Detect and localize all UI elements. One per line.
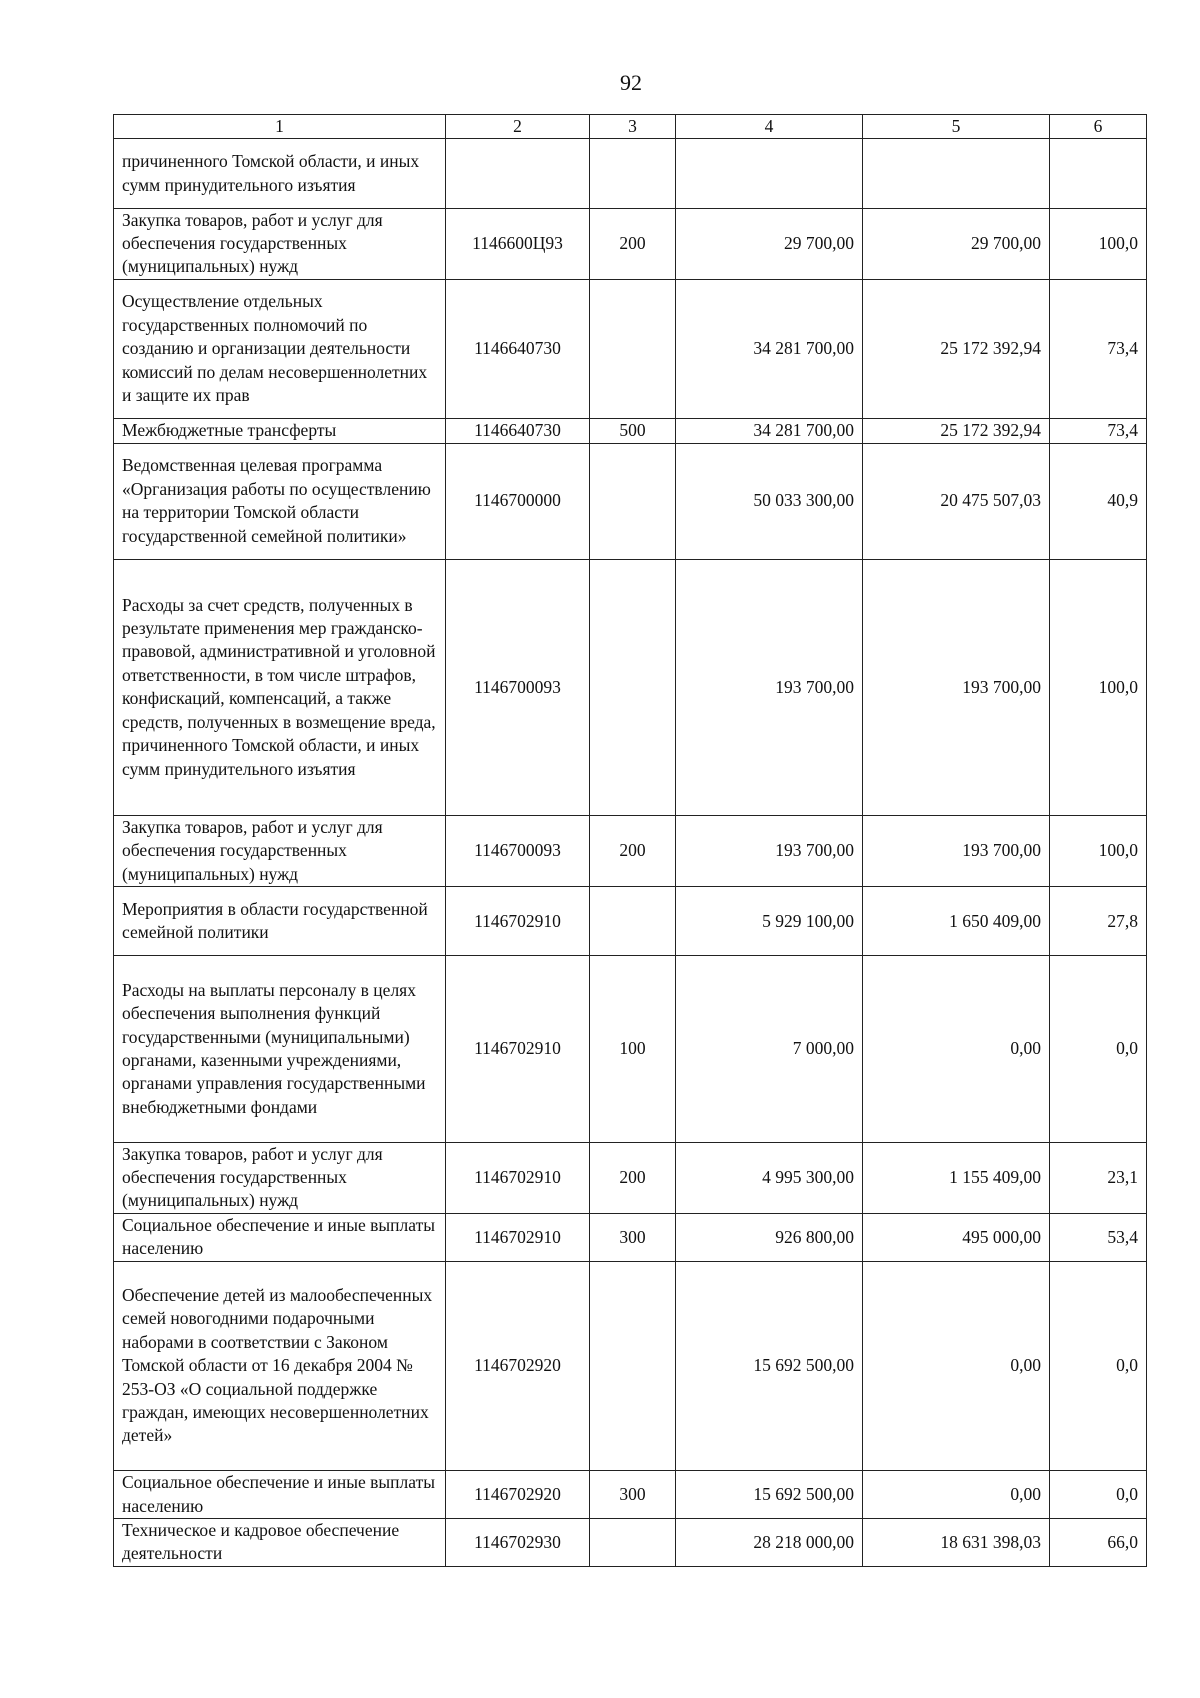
row-fact-cell: 495 000,00 [863, 1213, 1050, 1261]
table-row [114, 1261, 1147, 1471]
table-row [114, 1142, 1147, 1213]
row-fact-cell: 18 631 398,03 [863, 1519, 1050, 1567]
row-expense-type-cell [590, 139, 676, 208]
row-fact-cell: 25 172 392,94 [863, 419, 1050, 443]
row-expense-type-cell: 100 [590, 956, 676, 1142]
table-row [114, 1519, 1147, 1567]
row-percent-cell: 40,9 [1050, 443, 1147, 559]
row-plan-cell: 926 800,00 [676, 1213, 863, 1261]
row-percent-cell: 27,8 [1050, 887, 1147, 956]
row-percent-cell: 53,4 [1050, 1213, 1147, 1261]
row-expense-type-cell [590, 1261, 676, 1471]
table-row [114, 1213, 1147, 1261]
header-row [114, 115, 1147, 139]
row-plan-cell: 5 929 100,00 [676, 887, 863, 956]
row-percent-cell: 73,4 [1050, 279, 1147, 418]
row-plan-cell: 34 281 700,00 [676, 419, 863, 443]
row-name-cell: Закупка товаров, работ и услуг для обеспечения государственных (муниципальных) нужд [114, 208, 446, 279]
table-row [114, 1471, 1147, 1519]
row-percent-cell: 73,4 [1050, 419, 1147, 443]
row-name-cell: Техническое и кадровое обеспечение деятельности [114, 1519, 446, 1567]
row-code-cell: 1146702920 [446, 1471, 590, 1519]
row-percent-cell: 100,0 [1050, 816, 1147, 887]
table-row [114, 443, 1147, 559]
row-expense-type-cell [590, 559, 676, 815]
table-row [114, 887, 1147, 956]
row-name-cell: Социальное обеспечение и иные выплаты населению [114, 1471, 446, 1519]
row-code-cell: 1146702920 [446, 1261, 590, 1471]
row-plan-cell: 193 700,00 [676, 816, 863, 887]
table-row [114, 139, 1147, 208]
row-fact-cell [863, 139, 1050, 208]
header-col-2: 2 [446, 115, 590, 139]
row-code-cell: 1146702910 [446, 956, 590, 1142]
row-fact-cell: 1 155 409,00 [863, 1142, 1050, 1213]
row-name-cell: Осуществление отдельных государственных полномочий по созданию и организации деятельности комиссий по делам несовершеннолетних и защите их прав [114, 279, 446, 418]
row-name-cell: Обеспечение детей из малообеспеченных семей новогодними подарочными наборами в соответствии с Законом Томской области от 16 декабря 2004 № 253-ОЗ «О социальной поддержке граждан, имеющих несовершеннолетних детей» [114, 1261, 446, 1471]
row-percent-cell: 0,0 [1050, 1261, 1147, 1471]
row-expense-type-cell: 300 [590, 1471, 676, 1519]
row-plan-cell: 28 218 000,00 [676, 1519, 863, 1567]
row-name-cell: Межбюджетные трансферты [114, 419, 446, 443]
header-col-6: 6 [1050, 115, 1147, 139]
row-name-cell: Закупка товаров, работ и услуг для обеспечения государственных (муниципальных) нужд [114, 816, 446, 887]
row-expense-type-cell [590, 1519, 676, 1567]
row-expense-type-cell: 300 [590, 1213, 676, 1261]
row-expense-type-cell: 200 [590, 208, 676, 279]
row-code-cell: 1146640730 [446, 279, 590, 418]
row-plan-cell: 7 000,00 [676, 956, 863, 1142]
table-row [114, 279, 1147, 418]
row-plan-cell: 4 995 300,00 [676, 1142, 863, 1213]
row-code-cell: 1146702930 [446, 1519, 590, 1567]
table-header [114, 115, 1147, 139]
row-code-cell: 1146702910 [446, 1142, 590, 1213]
row-code-cell: 1146702910 [446, 1213, 590, 1261]
row-fact-cell: 1 650 409,00 [863, 887, 1050, 956]
table-row [114, 419, 1147, 443]
row-percent-cell: 100,0 [1050, 559, 1147, 815]
row-code-cell: 1146700093 [446, 559, 590, 815]
row-expense-type-cell: 200 [590, 816, 676, 887]
row-plan-cell: 15 692 500,00 [676, 1471, 863, 1519]
budget-table [113, 114, 1147, 1567]
row-percent-cell: 23,1 [1050, 1142, 1147, 1213]
row-name-cell: Расходы за счет средств, полученных в результате применения мер гражданско-правовой, административной и уголовной ответственности, в том числе штрафов, конфискаций, компенсаций, а также средств, полученных в возмещение вреда, причиненного Томской области, и иных сумм принудительного изъятия [114, 559, 446, 815]
header-col-5: 5 [863, 115, 1050, 139]
row-plan-cell: 15 692 500,00 [676, 1261, 863, 1471]
table-row [114, 816, 1147, 887]
row-percent-cell: 0,0 [1050, 956, 1147, 1142]
row-expense-type-cell: 200 [590, 1142, 676, 1213]
row-name-cell: причиненного Томской области, и иных сумм принудительного изъятия [114, 139, 446, 208]
row-expense-type-cell [590, 443, 676, 559]
row-expense-type-cell [590, 279, 676, 418]
row-fact-cell: 193 700,00 [863, 559, 1050, 815]
row-plan-cell: 29 700,00 [676, 208, 863, 279]
row-code-cell: 1146640730 [446, 419, 590, 443]
row-percent-cell [1050, 139, 1147, 208]
header-col-4: 4 [676, 115, 863, 139]
table-row [114, 956, 1147, 1142]
row-expense-type-cell [590, 887, 676, 956]
table-body [114, 139, 1147, 1566]
row-plan-cell: 34 281 700,00 [676, 279, 863, 418]
row-plan-cell: 193 700,00 [676, 559, 863, 815]
row-code-cell [446, 139, 590, 208]
row-fact-cell: 0,00 [863, 1471, 1050, 1519]
header-col-3: 3 [590, 115, 676, 139]
row-percent-cell: 66,0 [1050, 1519, 1147, 1567]
row-name-cell: Закупка товаров, работ и услуг для обеспечения государственных (муниципальных) нужд [114, 1142, 446, 1213]
header-col-1: 1 [114, 115, 446, 139]
row-fact-cell: 20 475 507,03 [863, 443, 1050, 559]
row-code-cell: 1146700000 [446, 443, 590, 559]
row-plan-cell [676, 139, 863, 208]
row-name-cell: Расходы на выплаты персоналу в целях обеспечения выполнения функций государственными (муниципальными) органами, казенными учреждениями, органами управления государственными внебюджетными фондами [114, 956, 446, 1142]
page-number: 92 [620, 70, 642, 95]
row-expense-type-cell: 500 [590, 419, 676, 443]
table-row [114, 208, 1147, 279]
row-fact-cell: 25 172 392,94 [863, 279, 1050, 418]
row-percent-cell: 100,0 [1050, 208, 1147, 279]
row-code-cell: 1146700093 [446, 816, 590, 887]
row-fact-cell: 0,00 [863, 956, 1050, 1142]
row-name-cell: Мероприятия в области государственной семейной политики [114, 887, 446, 956]
row-fact-cell: 29 700,00 [863, 208, 1050, 279]
row-name-cell: Социальное обеспечение и иные выплаты населению [114, 1213, 446, 1261]
row-plan-cell: 50 033 300,00 [676, 443, 863, 559]
row-code-cell: 1146600Ц93 [446, 208, 590, 279]
row-fact-cell: 193 700,00 [863, 816, 1050, 887]
row-fact-cell: 0,00 [863, 1261, 1050, 1471]
row-percent-cell: 0,0 [1050, 1471, 1147, 1519]
row-code-cell: 1146702910 [446, 887, 590, 956]
table-row [114, 559, 1147, 815]
row-name-cell: Ведомственная целевая программа «Организация работы по осуществлению на территории Томской области государственной семейной политики» [114, 443, 446, 559]
